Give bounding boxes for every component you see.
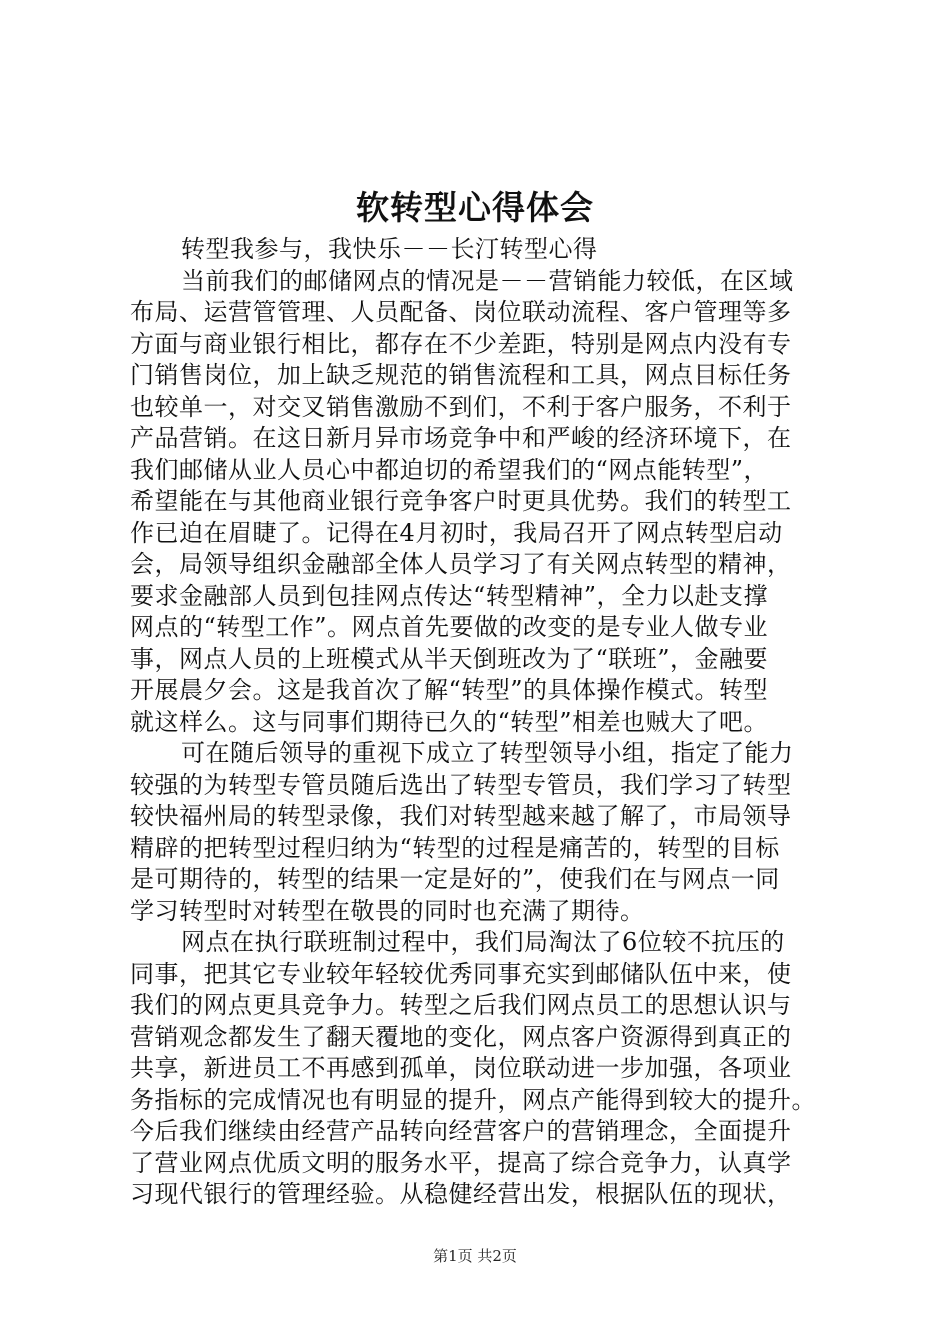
text-line: 今后我们继续由经营产品转向经营客户的营销理念，全面提升 bbox=[130, 1117, 792, 1145]
text-line: 较快福州局的转型录像，我们对转型越来越了解了，市局领导 bbox=[130, 802, 792, 830]
text-line: 门销售岗位，加上缺乏规范的销售流程和工具，网点目标任务 bbox=[130, 361, 792, 389]
text-line: 当前我们的邮储网点的情况是－－营销能力较低，在区域 bbox=[181, 266, 794, 295]
text-line: 可在随后领导的重视下成立了转型领导小组，指定了能力 bbox=[181, 739, 794, 767]
text-line: 也较单一，对交叉销售激励不到们，不利于客户服务，不利于 bbox=[130, 392, 792, 421]
text-line: 较强的为转型专管员随后选出了转型专管员，我们学习了转型 bbox=[130, 770, 792, 799]
text-line: 习现代银行的管理经验。从稳健经营出发，根据队伍的现状， bbox=[130, 1180, 792, 1208]
text-line: 网点在执行联班制过程中，我们局淘汰了6位较不抗压的 bbox=[181, 928, 785, 956]
text-line: 同事，把其它专业较年轻较优秀同事充实到邮储队伍中来，使 bbox=[130, 959, 792, 988]
text-line: 作已迫在眉睫了。记得在4月初时，我局召开了网点转型启动 bbox=[130, 518, 783, 547]
page-number-footer: 第1页 共2页 bbox=[433, 1247, 517, 1265]
text-line: 事，网点人员的上班模式从半天倒班改为了“联班”，金融要 bbox=[130, 644, 769, 673]
text-line: 了营业网点优质文明的服务水平，提高了综合竞争力，认真学 bbox=[130, 1148, 792, 1177]
text-line: 学习转型时对转型在敬畏的同时也充满了期待。 bbox=[130, 896, 645, 925]
text-line: 就这样么。这与同事们期待已久的“转型”相差也贼大了吧。 bbox=[130, 707, 769, 736]
text-line: 要求金融部人员到包挂网点传达“转型精神”，全力以赴支撑 bbox=[130, 581, 769, 610]
text-line: 开展晨夕会。这是我首次了解“转型”的具体操作模式。转型 bbox=[130, 676, 769, 704]
document-body bbox=[130, 234, 832, 1211]
text-line: 我们的网点更具竞争力。转型之后我们网点员工的思想认识与 bbox=[130, 991, 792, 1019]
text-line: 布局、运营管管理、人员配备、岗位联动流程、客户管理等多 bbox=[130, 298, 792, 326]
text-line: 希望能在与其他商业银行竞争客户时更具优势。我们的转型工 bbox=[130, 487, 792, 515]
text-line: 营销观念都发生了翻天覆地的变化，网点客户资源得到真正的 bbox=[130, 1022, 792, 1051]
text-line: 共享，新进员工不再感到孤单，岗位联动进一步加强，各项业 bbox=[130, 1054, 792, 1082]
text-line: 产品营销。在这日新月异市场竞争中和严峻的经济环境下，在 bbox=[130, 424, 792, 452]
text-line: 精辟的把转型过程归纳为“转型的过程是痛苦的，转型的目标 bbox=[130, 833, 780, 862]
text-line: 方面与商业银行相比，都存在不少差距，特别是网点内没有专 bbox=[130, 329, 792, 358]
text-line: 网点的“转型工作”。网点首先要做的改变的是专业人做专业 bbox=[130, 613, 769, 641]
document-title: 软转型心得体会 bbox=[356, 188, 594, 227]
text-line: 会，局领导组织金融部全体人员学习了有关网点转型的精神， bbox=[130, 550, 792, 578]
text-line: 转型我参与，我快乐－－长汀转型心得 bbox=[181, 235, 598, 263]
text-line: 务指标的完成情况也有明显的提升，网点产能得到较大的提升。 bbox=[130, 1085, 816, 1114]
text-line: 是可期待的，转型的结果一定是好的”，使我们在与网点一同 bbox=[130, 865, 780, 893]
text-line: 我们邮储从业人员心中都迫切的希望我们的“网点能转型”， bbox=[130, 455, 769, 484]
